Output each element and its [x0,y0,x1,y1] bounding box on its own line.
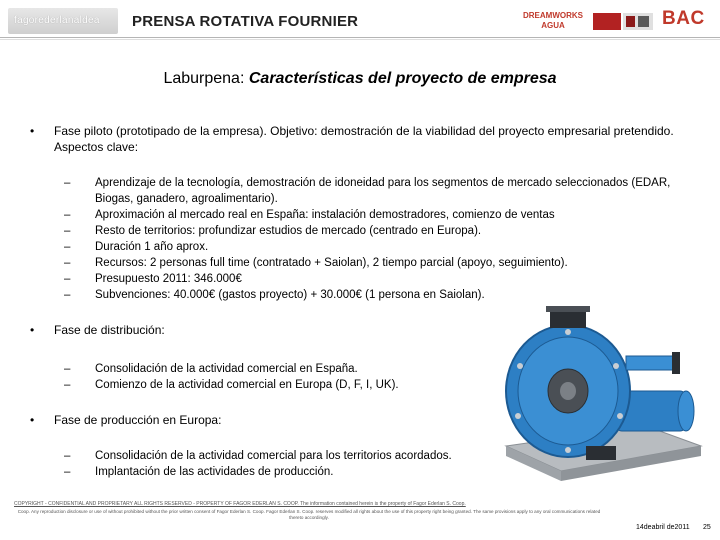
dash: – [64,379,71,391]
bullet-dot: • [30,124,35,138]
company-logo [8,8,118,34]
dash: – [64,225,71,237]
list-item [64,361,554,377]
list-item [64,175,680,207]
list-item-text: Resto de territorios: profundizar estudios de mercado (centrado en Europa). [95,225,482,237]
list-item-text: Aproximación al mercado real en España: instalación demostradores, comienzo de ventas [95,209,555,221]
list-item [64,239,680,255]
sublist-fase-piloto [30,175,680,303]
partner-logo-grey-mark-2 [638,16,649,27]
list-item [64,377,554,393]
slide-title-main: Laburpena: [163,70,245,87]
footer-disclaimer: Coop. Any reproduction disclosure or use of without prohibited without the prior written consent of Fagor Ederlan S. Coop. Fagor Ederlan S. Coop. reserves modified all rights about the use of this property right being granted. The same provisions apply to any oral communications related thereto accordingly. [17,509,601,520]
list-item [64,223,680,239]
dash: – [64,209,71,221]
partner-logo-grey-mark-1 [626,16,635,27]
list-item [64,207,680,223]
dreamworks-logo: DREAMWORKS AGUA [523,11,583,30]
bac-logo: BAC [662,8,705,29]
dash: – [64,177,71,189]
bullet-text: Fase piloto (prototipado de la empresa). Objetivo: demostración de la viabilidad del proyecto empresarial pretendido. Aspectos clave: [54,124,674,154]
list-item [64,271,680,287]
list-item-text: Implantación de las actividades de producción. [95,466,334,478]
list-item [64,448,554,464]
list-item-text: Recursos: 2 personas full time (contratado + Saiolan), 2 tiempo parcial (apoyo, seguimiento). [95,257,568,269]
bullet-fase-produccion [30,412,221,428]
dash: – [64,257,71,269]
bullet-dot: • [30,413,35,427]
dash: – [64,466,71,478]
bullet-fase-piloto [30,123,680,303]
list-item-text: Consolidación de la actividad comercial para los territorios acordados. [95,450,452,462]
bullet-text: Fase de distribución: [54,323,165,337]
bullet-dot: • [30,323,35,337]
footer-date: 14deabril de2011 [636,524,690,531]
list-item-text: Aprendizaje de la tecnología, demostración de idoneidad para los segmentos de mercado seleccionados (EDAR, Biogas, ganadero, agroalimentario). [95,177,671,205]
slide-title [0,70,720,88]
list-item [64,255,680,271]
dash: – [64,450,71,462]
slide-title-sub: Características del proyecto de empresa [248,70,557,87]
list-item-text: Consolidación de la actividad comercial en España. [95,363,358,375]
partner-logo-grey [623,13,653,30]
partner-logo-red [593,13,621,30]
bullet-text: Fase de producción en Europa: [54,413,222,427]
list-item-text: Presupuesto 2011: 346.000€ [95,273,242,285]
company-logo-text: fagorederlanaldea [14,15,100,26]
list-item [64,464,554,480]
sublist-fase-distribucion [54,361,554,393]
list-item-text: Subvenciones: 40.000€ (gastos proyecto) + 30.000€ (1 persona en Saiolan). [95,289,485,301]
dash: – [64,241,71,253]
slide-content [30,123,680,478]
list-item-text: Comienzo de la actividad comercial en Europa (D, F, I, UK). [95,379,399,391]
header-divider [0,37,720,38]
dash: – [64,363,71,375]
header-divider-shadow [0,39,720,40]
dash: – [64,289,71,301]
rotary-press-machine-image [486,296,716,496]
header-title: PRENSA ROTATIVA FOURNIER [132,13,359,30]
sublist-fase-produccion [54,448,554,480]
bullet-fase-distribucion [30,322,165,338]
footer-confidential: COPYRIGHT - CONFIDENTIAL AND PROPRIETARY ALL RIGHTS RESERVED - PROPERTY OF FAGOR EDERLAN S. COOP. The information contained herein is the property of Fagor Ederlan S. Coop. [14,501,466,507]
dash: – [64,273,71,285]
page-number: 25 [703,524,711,531]
list-item-text: Duración 1 año aprox. [95,241,209,253]
